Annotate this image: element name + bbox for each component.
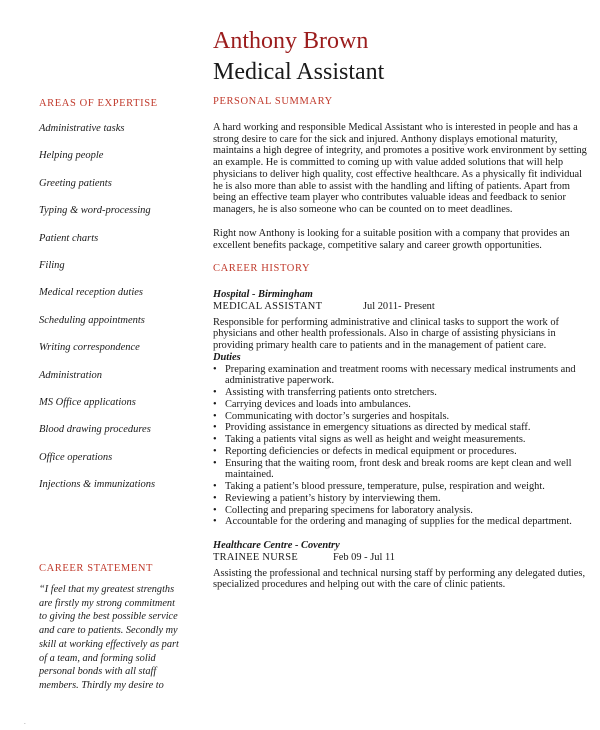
job-position-line: [213, 552, 588, 564]
bullet-icon: •: [213, 387, 217, 398]
left-column: [39, 98, 184, 504]
job-dates: Feb 09 - Jul 11: [333, 551, 395, 563]
skill-item: Writing correspondence: [39, 342, 140, 354]
expertise-heading: AREAS OF EXPERTISE: [39, 98, 158, 109]
job-description: Responsible for performing administrative and clinical tasks to support the work of physicians and other health professionals. Also in charge of assisting physicians in providing primary health care to patients and in the management of patient care.: [213, 316, 559, 351]
duty-item: • Ensuring that the waiting room, front desk and break rooms are kept clean and well maintained.: [213, 457, 572, 481]
skill-item: Medical reception duties: [39, 287, 143, 299]
duty-item: • Accountable for the ordering and managing of supplies for the medical department.: [213, 516, 572, 528]
skills-list: [39, 121, 184, 504]
skill-item: Injections & immunizations: [39, 479, 156, 491]
career-history-heading: CAREER HISTORY: [213, 263, 311, 275]
job-employer: Hospital - Birmingham: [213, 289, 313, 300]
job-employer: Healthcare Centre - Coventry: [213, 540, 340, 551]
bullet-icon: •: [213, 492, 217, 504]
bullet-icon: •: [213, 504, 217, 516]
job-position: TRAINEE NURSE: [213, 551, 299, 563]
duties-title: Duties: [213, 351, 241, 363]
candidate-name: Anthony Brown: [213, 28, 369, 54]
duty-item: • Preparing examination and treatment rooms with necessary medical instruments and administrative paperwork.: [213, 363, 576, 387]
skill-item: Administrative tasks: [39, 123, 125, 134]
candidate-role: Medical Assistant: [213, 59, 385, 85]
skill-item: Blood drawing procedures: [39, 424, 151, 436]
job-description: Assisting the professional and technical nursing staff by performing any delegated duties, specialized procedures and helping out with the care of clinic patients.: [213, 567, 586, 591]
duty-item: • Communicating with doctor’s surgeries and hospitals.: [213, 410, 450, 422]
duty-item: • Taking a patient’s blood pressure, temperature, pulse, respiration and weight.: [213, 481, 545, 492]
skill-item: Administration: [39, 369, 103, 381]
right-column: [213, 96, 588, 591]
bullet-icon: •: [213, 481, 217, 492]
duty-item: • Carrying devices and loads into ambulances.: [213, 398, 411, 410]
duty-item: • Collecting and preparing specimens for laboratory analysis.: [213, 504, 473, 516]
skill-item: Greeting patients: [39, 177, 112, 189]
duty-item: • Taking a patients vital signs as well as height and weight measurements.: [213, 434, 526, 445]
bullet-icon: •: [213, 434, 217, 445]
summary-heading: PERSONAL SUMMARY: [213, 96, 333, 107]
skill-item: Office operations: [39, 451, 113, 463]
job-position: MEDICAL ASSISTANT: [213, 300, 323, 312]
skill-item: MS Office applications: [39, 396, 136, 408]
duty-item: • Providing assistance in emergency situations as directed by medical staff.: [213, 422, 531, 434]
bullet-icon: •: [213, 410, 217, 422]
bullet-icon: •: [213, 398, 217, 410]
job-dates: Jul 2011- Present: [363, 300, 435, 312]
bullet-icon: •: [213, 422, 217, 434]
job-position-line: [213, 301, 588, 313]
duty-item: • Reviewing a patient’s history by interviewing them.: [213, 492, 441, 504]
skill-item: Helping people: [39, 150, 104, 162]
footer-mark: .: [24, 718, 26, 726]
skill-item: Scheduling appointments: [39, 314, 145, 326]
bullet-icon: •: [213, 445, 217, 457]
duties-list: [213, 364, 588, 529]
bullet-icon: •: [213, 516, 217, 528]
summary-paragraph: A hard working and responsible Medical Assistant who is interested in people and has a strong desire to care for the sick and injured. Anthony displays emotional maturity, maintains a high degree of integrity, and promotes a positive work environment by setting an example. He is committed to coming up with value added solutions that will help physicians to deliver high quality, cost effective healthcare. As a physically fit individual he is also more than able to assist with the handling and lifting of patients. Apart from being an effective team player who contributes valuable ideas and feedback to senior managers, he is also someone who can be counted on to meet deadlines.: [213, 121, 587, 215]
bullet-icon: •: [213, 457, 217, 469]
duty-item: • Assisting with transferring patients onto stretchers.: [213, 387, 437, 398]
summary-paragraph: Right now Anthony is looking for a suitable position with a company that provides an excellent benefits package, competitive salary and career growth opportunities.: [213, 227, 570, 251]
bullet-icon: •: [213, 363, 217, 375]
skill-item: Patient charts: [39, 232, 99, 244]
career-statement-text: “I feel that my greatest strengths are firstly my strong commitment to giving the best possible service and care to patients. Secondly my skill at working effectively as part of a team, and forming solid personal bonds with all staff members. Thirdly my desire to: [39, 584, 179, 691]
career-statement-heading: CAREER STATEMENT: [39, 563, 154, 574]
skill-item: Filing: [39, 259, 65, 271]
duty-item: • Reporting deficiencies or defects in medical equipment or procedures.: [213, 445, 517, 457]
skill-item: Typing & word-processing: [39, 205, 151, 217]
